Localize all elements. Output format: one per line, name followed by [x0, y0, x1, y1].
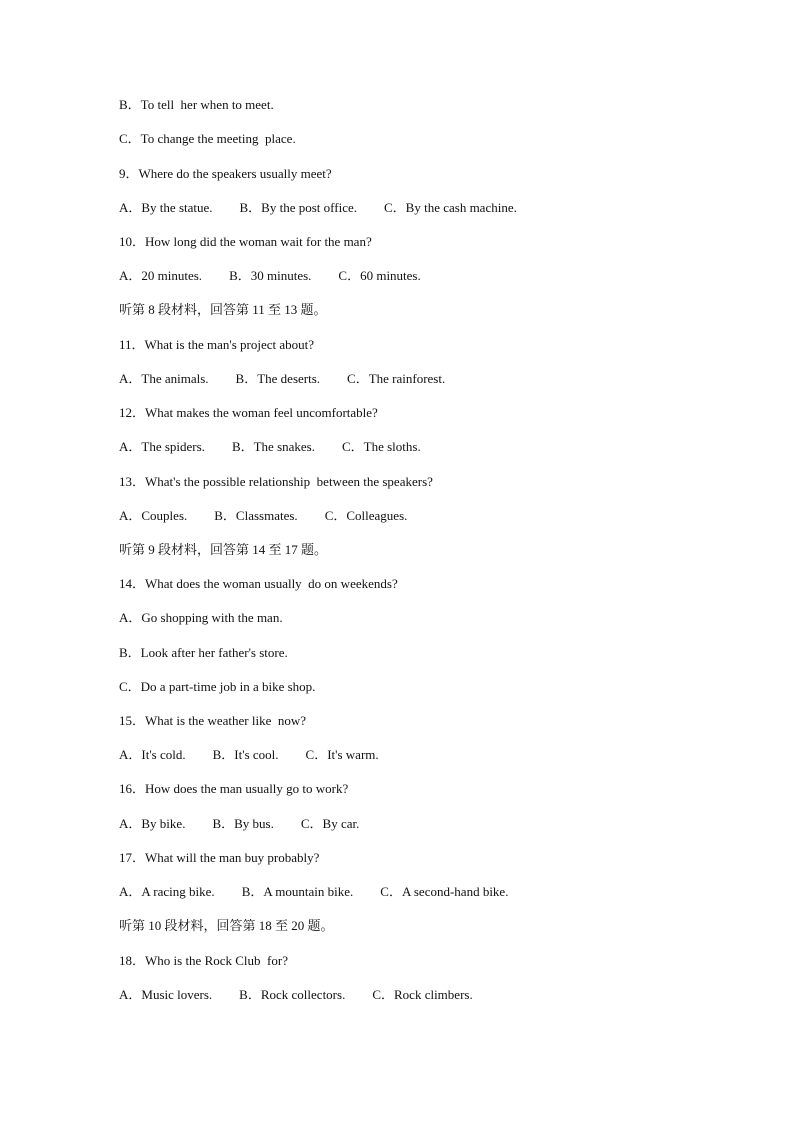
answer-option: C．By the cash machine. [384, 200, 517, 215]
answer-option: C．60 minutes. [338, 268, 421, 283]
answer-option: A．20 minutes. [119, 268, 203, 283]
answer-options-row [119, 987, 473, 1003]
answer-options-row [119, 747, 379, 763]
answer-option: C．It's warm. [305, 747, 379, 762]
answer-option: A．It's cold. [119, 747, 186, 762]
answer-option: B．The deserts. [235, 371, 321, 386]
answer-option: C．A second-hand bike. [380, 884, 509, 899]
answer-option: A．The animals. [119, 371, 209, 386]
section-instruction: 听第 10 段材料，回答第 18 至 20 题。 [119, 918, 334, 933]
answer-option: C．The sloths. [341, 439, 421, 454]
question-text: 9．Where do the speakers usually meet? [119, 166, 332, 181]
answer-option: C．By car. [300, 816, 360, 831]
answer-option: A．Music lovers. [119, 987, 213, 1002]
answer-option: A．By bike. [119, 816, 186, 831]
section-instruction: 听第 9 段材料，回答第 14 至 17 题。 [119, 542, 328, 557]
question-text: 16．How does the man usually go to work? [119, 781, 349, 796]
answer-option: C．The rainforest. [347, 371, 446, 386]
answer-option: C．Do a part-time job in a bike shop. [119, 679, 316, 694]
answer-option: B．Rock collectors. [239, 987, 346, 1002]
answer-option: A．Couples. [119, 508, 188, 523]
answer-option: C．To change the meeting place. [119, 131, 296, 146]
question-text: 11．What is the man's project about? [119, 337, 315, 352]
answer-options-row [119, 371, 445, 387]
answer-options-row [119, 439, 421, 455]
answer-option: B．30 minutes. [229, 268, 312, 283]
section-instruction: 听第 8 段材料，回答第 11 至 13 题。 [119, 302, 327, 317]
answer-option: A．A racing bike. [119, 884, 215, 899]
answer-options-row [119, 200, 517, 216]
answer-option: A．The spiders. [119, 439, 205, 454]
question-text: 17．What will the man buy probably? [119, 850, 320, 865]
question-text: 10．How long did the woman wait for the man? [119, 234, 372, 249]
answer-option: A．By the statue. [119, 200, 213, 215]
question-text: 15．What is the weather like now? [119, 713, 306, 728]
question-text: 13．What's the possible relationship between the speakers? [119, 474, 433, 489]
answer-option: C．Colleagues. [324, 508, 408, 523]
question-text: 14．What does the woman usually do on weekends? [119, 576, 398, 591]
answer-option: A．Go shopping with the man. [119, 610, 283, 625]
answer-option: B．By bus. [212, 816, 274, 831]
answer-options-row [119, 884, 508, 900]
question-text: 12．What makes the woman feel uncomfortable? [119, 405, 378, 420]
question-text: 18．Who is the Rock Club for? [119, 953, 288, 968]
answer-option: B．By the post office. [239, 200, 357, 215]
answer-option: B．To tell her when to meet. [119, 97, 274, 112]
answer-option: B．Classmates. [214, 508, 298, 523]
answer-option: B．The snakes. [231, 439, 315, 454]
answer-option: B．It's cool. [212, 747, 279, 762]
answer-options-row [119, 508, 407, 524]
answer-options-row [119, 816, 359, 832]
answer-options-row [119, 268, 421, 284]
answer-option: C．Rock climbers. [372, 987, 473, 1002]
answer-option: B．A mountain bike. [241, 884, 354, 899]
answer-option: B．Look after her father's store. [119, 645, 288, 660]
